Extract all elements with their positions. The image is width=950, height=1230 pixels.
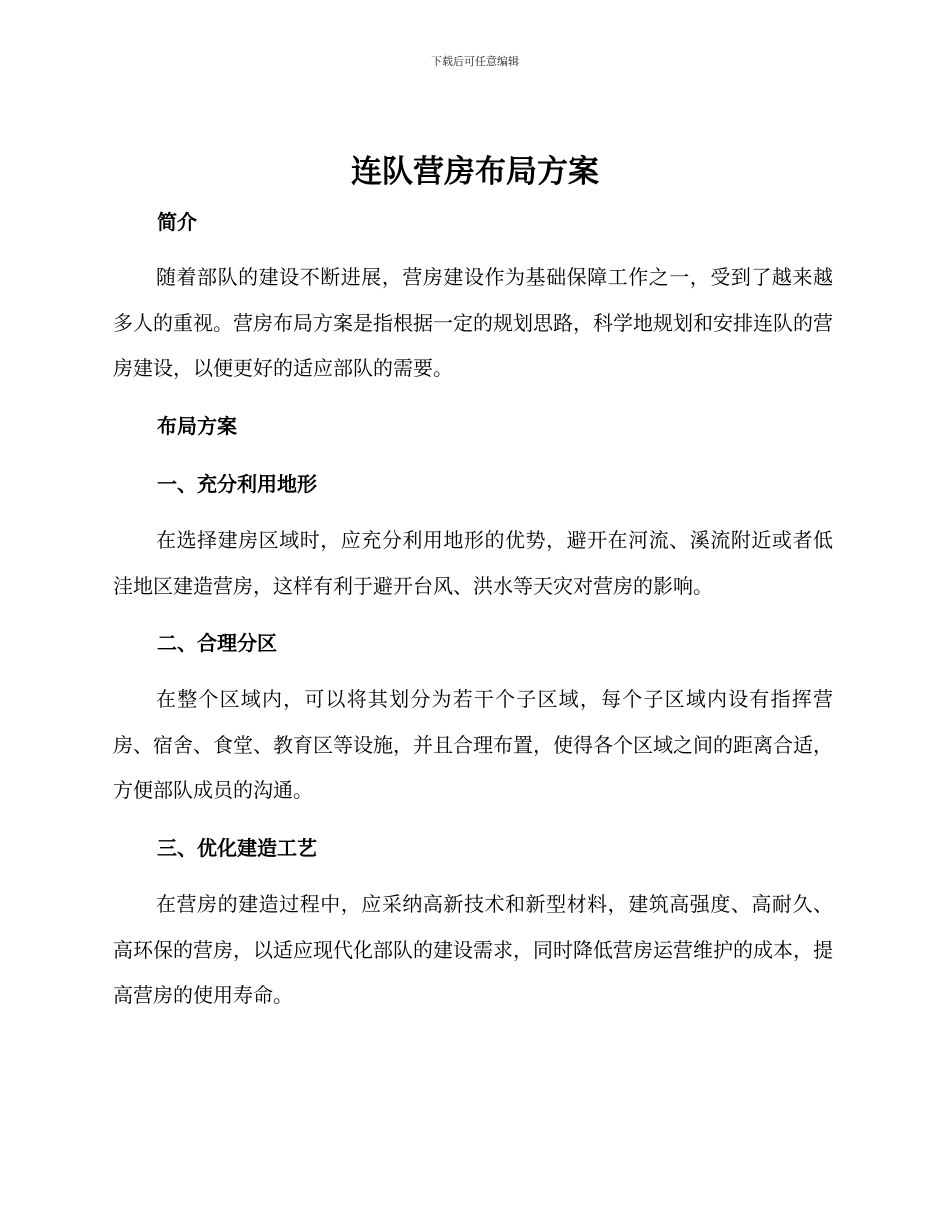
section-heading-construction: 三、优化建造工艺 <box>157 836 317 860</box>
section-paragraph-intro: 随着部队的建设不断进展，营房建设作为基础保障工作之一，受到了越来越多人的重视。营房布局方案是指根据一定的规划思路，科学地规划和安排连队的营房建设，以便更好的适应部队的需要。 <box>113 265 833 380</box>
section-heading-terrain: 一、充分利用地形 <box>157 472 317 496</box>
section-paragraph-zoning: 在整个区域内，可以将其划分为若干个子区域，每个子区域内设有指挥营房、宿舍、食堂、教育区等设施，并且合理布置，使得各个区域之间的距离合适，方便部队成员的沟通。 <box>113 687 833 802</box>
section-paragraph-terrain: 在选择建房区域时，应充分利用地形的优势，避开在河流、溪流附近或者低洼地区建造营房，这样有利于避开台风、洪水等天灾对营房的影响。 <box>113 528 833 598</box>
section-heading-layout-plan: 布局方案 <box>157 414 237 438</box>
page-header-note: 下载后可任意编辑 <box>431 55 519 68</box>
section-heading-intro: 简介 <box>157 210 197 234</box>
section-paragraph-construction: 在营房的建造过程中，应采纳高新技术和新型材料，建筑高强度、高耐久、高环保的营房，以适应现代化部队的建设需求，同时降低营房运营维护的成本，提高营房的使用寿命。 <box>113 892 833 1007</box>
document-title: 连队营房布局方案 <box>351 154 599 190</box>
section-heading-zoning: 二、合理分区 <box>157 631 277 655</box>
